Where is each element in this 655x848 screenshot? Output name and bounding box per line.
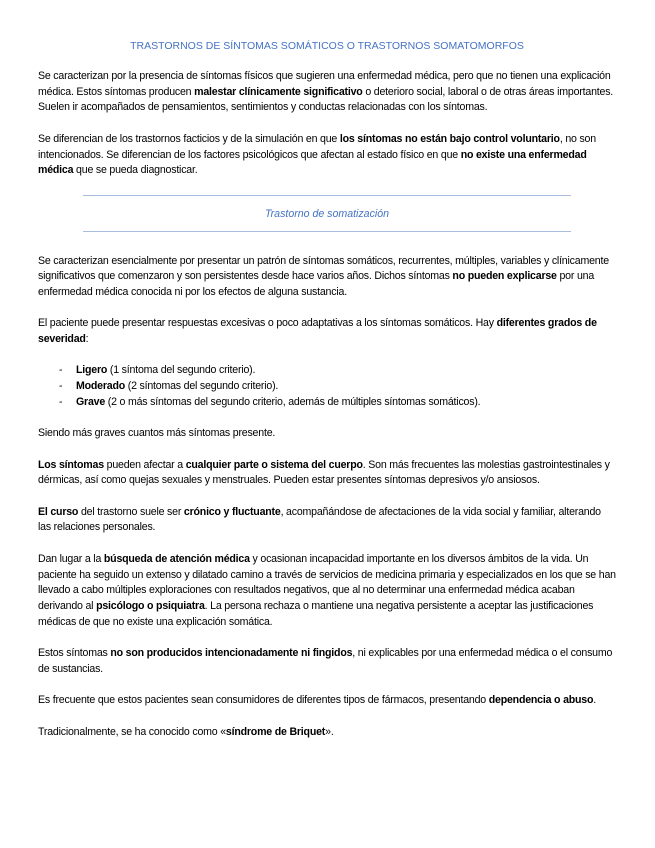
subheading: Trastorno de somatización	[264, 207, 390, 220]
paragraph-course: El curso del trastorno suele ser crónico y fluctuante, acompañándose de afectaciones de la vida social y familiar, alterando las relaciones personales.	[38, 505, 601, 534]
paragraph-briquet: Tradicionalmente, se ha conocido como «síndrome de Briquet».	[38, 725, 334, 738]
paragraph-graves: Siendo más graves cuantos más síntomas presente.	[38, 427, 276, 440]
list-item: - Grave (2 o más síntomas del segundo criterio, además de múltiples síntomas somáticos).	[59, 395, 481, 408]
document-title: TRASTORNOS DE SÍNTOMAS SOMÁTICOS O TRASTORNOS SOMATOMORFOS	[130, 40, 524, 52]
paragraph-body-systems: Los síntomas pueden afectar a cualquier parte o sistema del cuerpo. Son más frecuentes las molestias gastrointestinales y dérmicas, así como quejas sexuales y menstruales. Pueden estar presentes síntomas depresivos y/o ansiosos.	[38, 458, 610, 487]
top-divider	[83, 195, 571, 196]
document-page	[38, 40, 616, 740]
paragraph-medical-care: Dan lugar a la búsqueda de atención médica y ocasionan incapacidad importante en los diversos ámbitos de la vida. Un paciente ha seguido un extenso y dilatado camino a través de servicios de medicina primaria y especializados en los que se han llevado a cabo múltiples exploraciones con resultados negativos, que al no determinar una enfermedad médica acaban derivando al psicólogo o psiquiatra. La persona rechaza o mantiene una negativa persistente a aceptar las justificaciones médicas de que no existe una explicación somática.	[38, 552, 616, 628]
severity-list	[38, 363, 616, 410]
list-item: - Moderado (2 síntomas del segundo criterio).	[59, 380, 279, 393]
paragraph-pattern: Se caracterizan esencialmente por presentar un patrón de síntomas somáticos, recurrentes, múltiples, variables y clínicamente significativos que comenzaron y son persistentes desde hace varios años. Dichos síntomas no pueden explicarse por una enfermedad médica conocida ni por los efectos de alguna sustancia.	[38, 254, 609, 298]
paragraph-not-intentional: Estos síntomas no son producidos intencionadamente ni fingidos, ni explicables por una enfermedad médica o el consumo de sustancias.	[38, 647, 613, 675]
subheading-block	[83, 195, 571, 232]
paragraph-differences: Se diferencian de los trastornos facticios y de la simulación en que los síntomas no están bajo control voluntario, no son intencionados. Se diferencian de los factores psicológicos que afectan al estado físico en que no existe una enfermedad médica que se pueda diagnosticar.	[38, 132, 596, 177]
paragraph-intro: Se caracterizan por la presencia de síntomas físicos que sugieren una enfermedad médica, pero que no tienen una explicación médica. Estos síntomas producen malestar clínicamente significativo o deterioro social, laboral o de otras áreas importantes. Suelen ir acompañados de pensamientos, sentimientos y conductas relacionadas con los síntomas.	[38, 70, 614, 114]
paragraph-severity: El paciente puede presentar respuestas excesivas o poco adaptativas a los síntomas somáticos. Hay diferentes grados de severidad:	[38, 317, 597, 346]
paragraph-drugs: Es frecuente que estos pacientes sean consumidores de diferentes tipos de fármacos, presentando dependencia o abuso.	[38, 694, 597, 707]
list-item: - Ligero (1 síntoma del segundo criterio).	[59, 364, 256, 377]
